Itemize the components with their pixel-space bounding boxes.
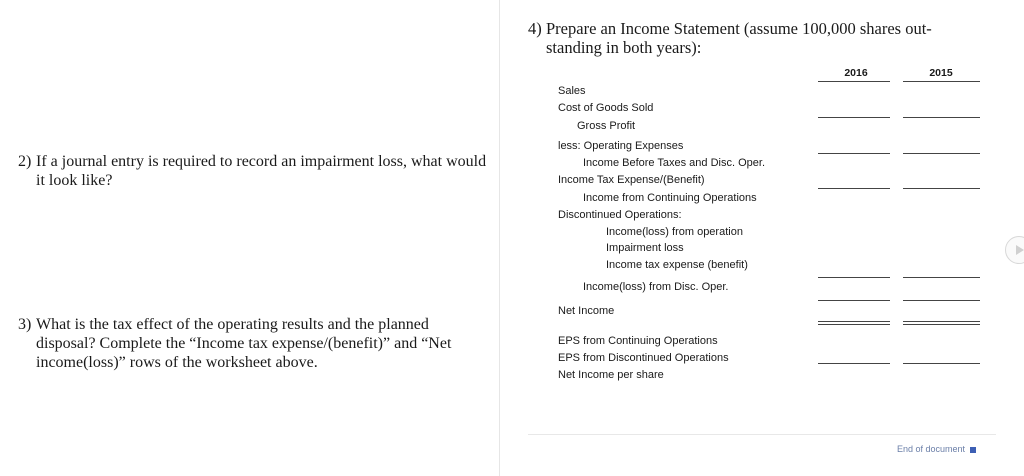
answer-line	[818, 300, 890, 301]
footer-divider	[528, 434, 996, 435]
double-underline	[818, 324, 890, 325]
row-income-disc-oper: Income(loss) from Disc. Oper.	[583, 281, 729, 293]
question-number: 4)	[528, 19, 542, 38]
question-2	[18, 152, 488, 190]
year-header-2015: 2015	[929, 67, 953, 79]
question-number: 2)	[18, 153, 32, 170]
double-underline	[903, 321, 980, 322]
row-eps-discontinued: EPS from Discontinued Operations	[558, 352, 729, 364]
play-arrow-icon	[1015, 245, 1024, 255]
row-income-before-taxes: Income Before Taxes and Disc. Oper.	[583, 157, 765, 169]
next-page-button[interactable]	[1005, 236, 1024, 264]
answer-line	[903, 188, 980, 189]
answer-line	[903, 300, 980, 301]
row-cogs: Cost of Goods Sold	[558, 102, 654, 114]
row-discontinued-ops: Discontinued Operations:	[558, 209, 682, 221]
answer-line	[903, 117, 980, 118]
double-underline	[903, 324, 980, 325]
row-net-income: Net Income	[558, 305, 615, 317]
row-operating-expenses: less: Operating Expenses	[558, 140, 684, 152]
question-text: What is the tax effect of the operating results and the planned disposal? Complete the “Income tax expense/(benefit)” and “Net income(loss)” rows of the worksheet above.	[36, 316, 452, 371]
question-3	[18, 315, 488, 372]
year-header-2016: 2016	[844, 67, 868, 79]
row-income-continuing: Income from Continuing Operations	[583, 192, 757, 204]
answer-line	[903, 363, 980, 364]
header-underline	[818, 81, 890, 82]
page-divider	[499, 0, 500, 476]
end-of-document	[897, 444, 976, 454]
row-income-loss-operation: Income(loss) from operation	[606, 226, 743, 238]
row-gross-profit: Gross Profit	[577, 120, 636, 132]
row-sales: Sales	[558, 85, 586, 97]
question-4	[528, 19, 978, 57]
row-income-tax-benefit: Income tax expense (benefit)	[606, 259, 748, 271]
answer-line	[818, 363, 890, 364]
footer-text: End of document	[897, 444, 966, 454]
question-number: 3)	[18, 316, 32, 333]
answer-line	[903, 277, 980, 278]
answer-line	[818, 153, 890, 154]
question-text: If a journal entry is required to record an impairment loss, what would it look like?	[36, 153, 487, 189]
question-text: Prepare an Income Statement (assume 100,000 shares out-standing in both years):	[546, 19, 932, 57]
answer-line	[818, 117, 890, 118]
header-underline	[903, 81, 980, 82]
answer-line	[818, 277, 890, 278]
row-income-tax-expense: Income Tax Expense/(Benefit)	[558, 174, 705, 186]
row-eps-continuing: EPS from Continuing Operations	[558, 335, 718, 347]
double-underline	[818, 321, 890, 322]
row-impairment-loss: Impairment loss	[606, 242, 684, 254]
answer-line	[903, 153, 980, 154]
end-marker-icon	[970, 447, 976, 453]
row-net-income-per-share: Net Income per share	[558, 369, 664, 381]
answer-line	[818, 188, 890, 189]
